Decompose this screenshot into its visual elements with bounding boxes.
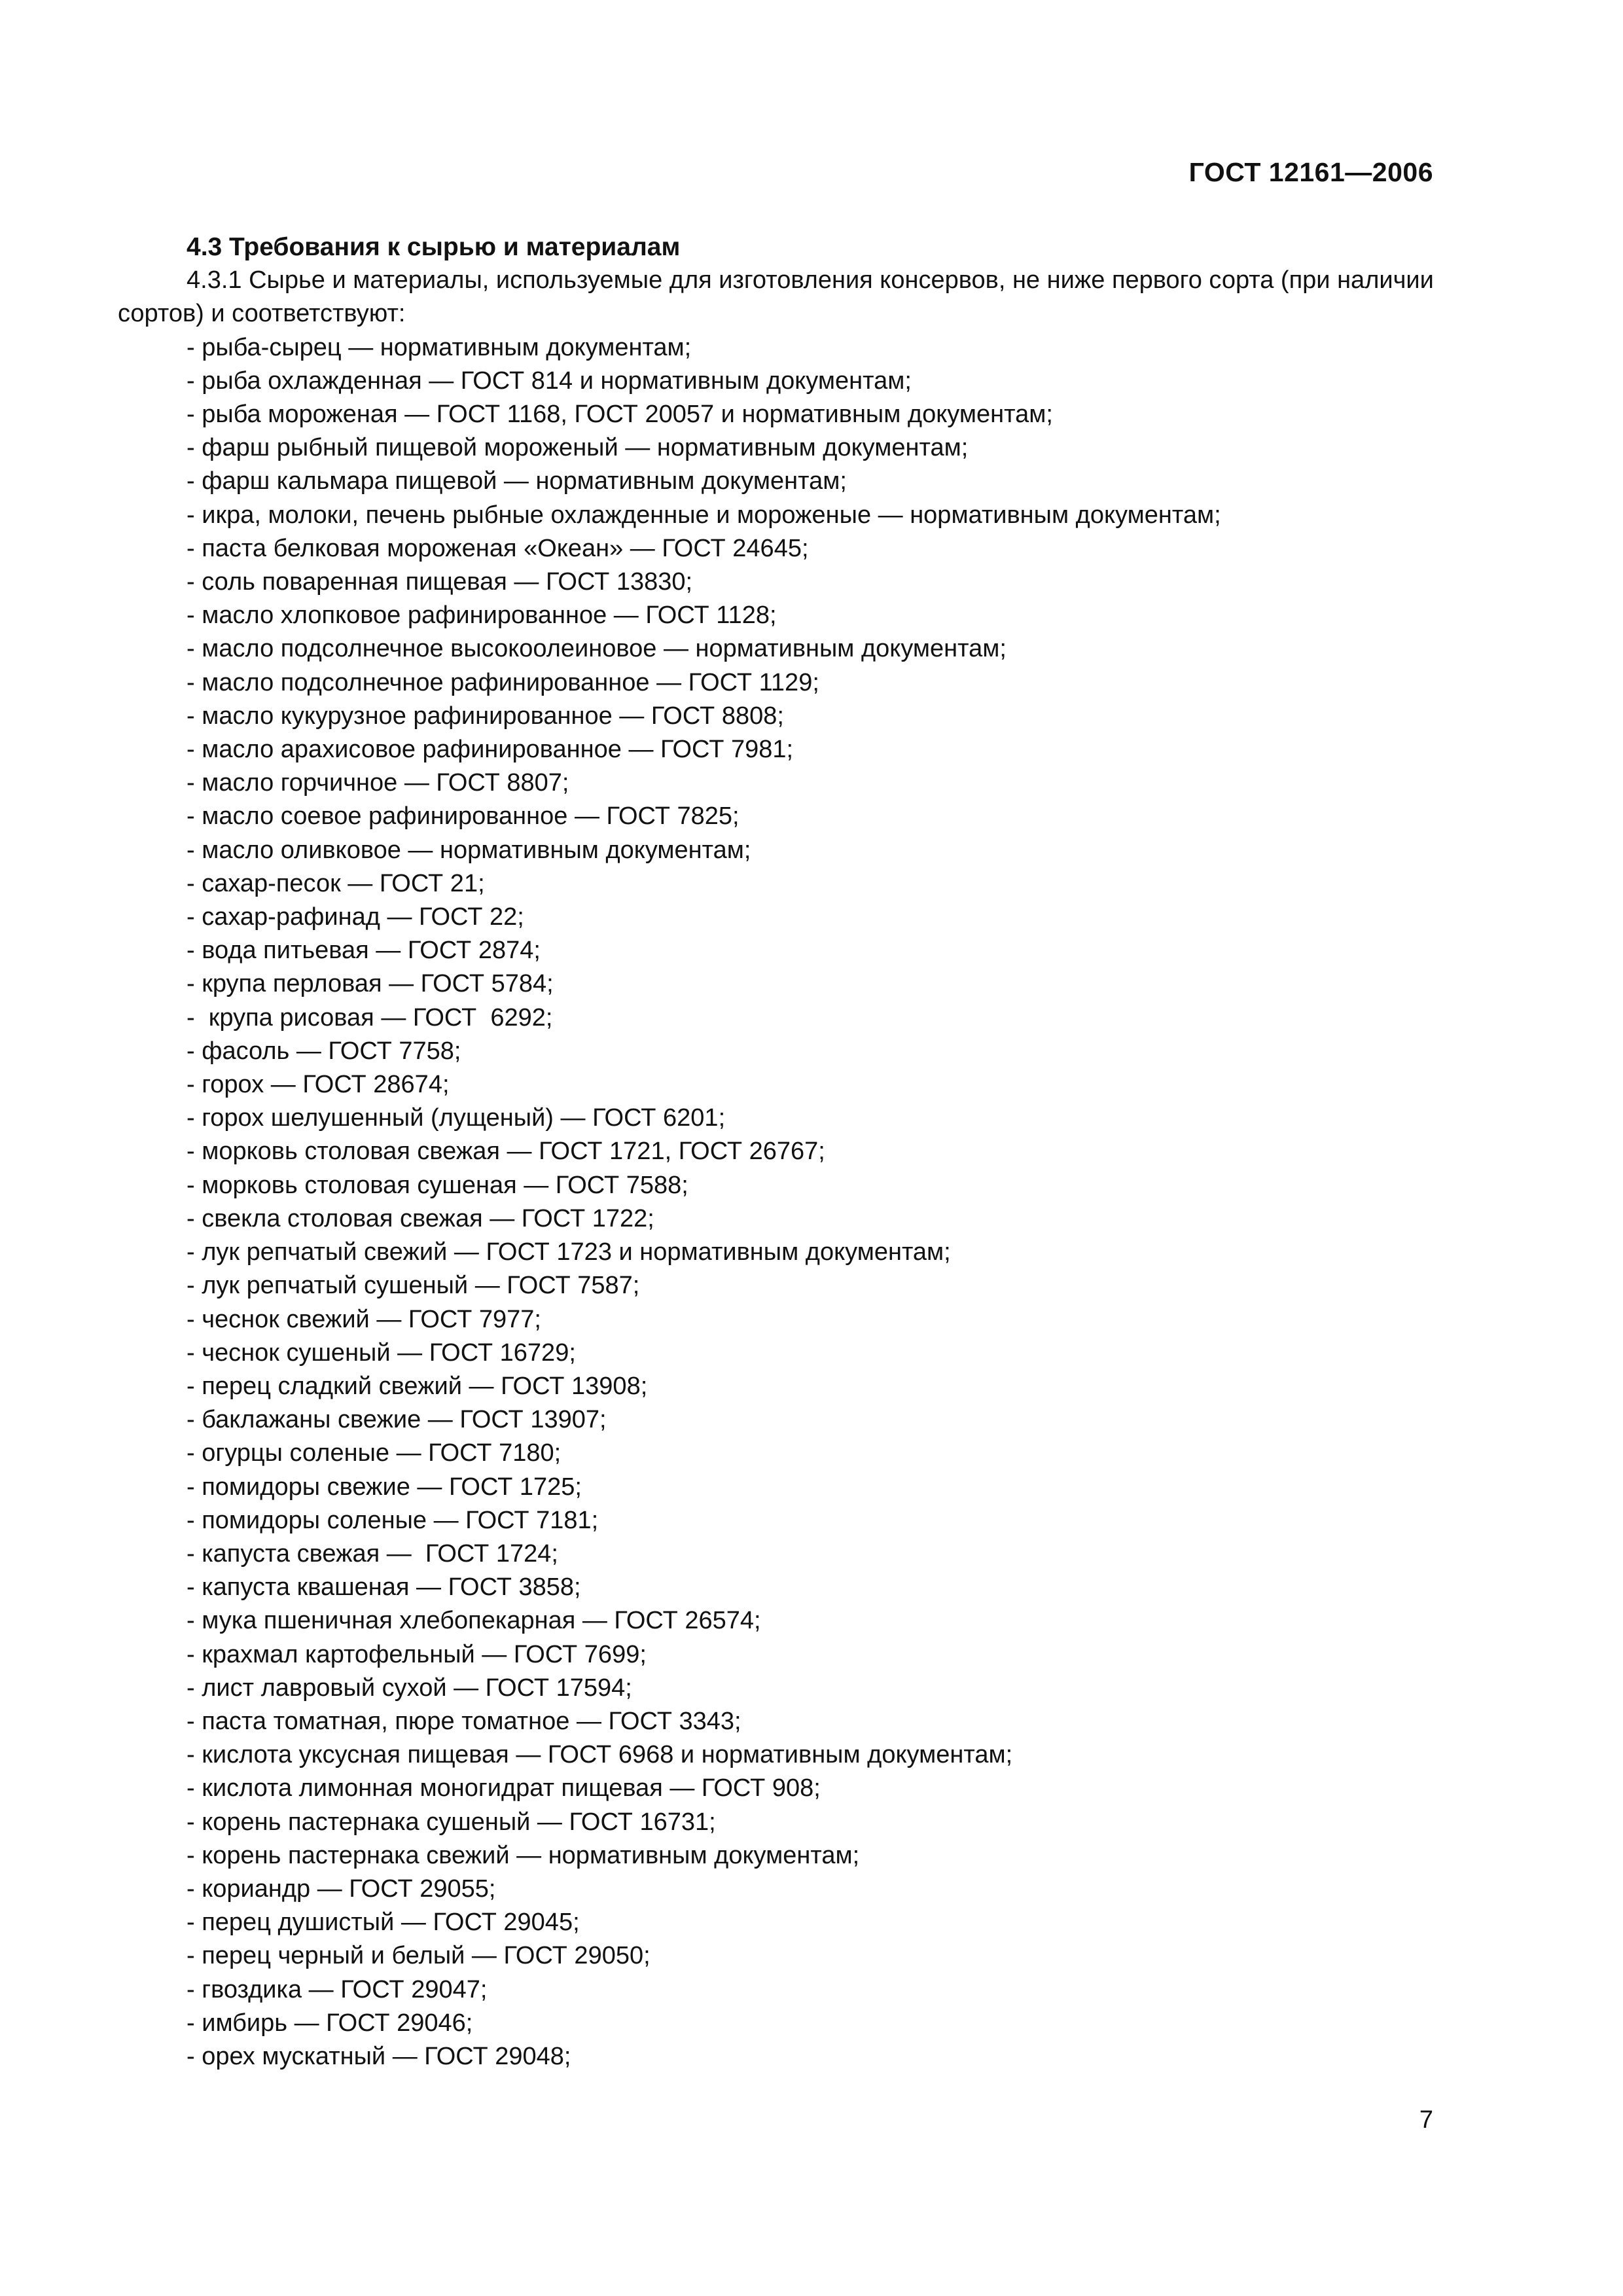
list-item: - горох — ГОСТ 28674; xyxy=(187,1071,450,1099)
list-item: - орех мускатный — ГОСТ 29048; xyxy=(187,2042,571,2070)
section-title: 4.3 Требования к сырью и материалам xyxy=(187,233,681,261)
list-item: - перец сладкий свежий — ГОСТ 13908; xyxy=(187,1372,648,1400)
list-item: - масло соевое рафинированное — ГОСТ 7825; xyxy=(187,802,740,831)
list-item: - чеснок сушеный — ГОСТ 16729; xyxy=(187,1338,576,1367)
list-item: - рыба мороженая — ГОСТ 1168, ГОСТ 20057 и нормативным документам; xyxy=(187,401,1053,429)
list-item: - помидоры свежие — ГОСТ 1725; xyxy=(187,1473,582,1501)
list-item: - морковь столовая сушеная — ГОСТ 7588; xyxy=(187,1171,688,1199)
list-item: - баклажаны свежие — ГОСТ 13907; xyxy=(187,1406,607,1434)
list-item: - капуста свежая — ГОСТ 1724; xyxy=(187,1539,558,1568)
list-item: - огурцы соленые — ГОСТ 7180; xyxy=(187,1439,562,1467)
list-item: - фарш рыбный пищевой мороженый — нормативным документам; xyxy=(187,434,969,462)
list-item: - крахмал картофельный — ГОСТ 7699; xyxy=(187,1640,647,1668)
list-item: - лист лавровый сухой — ГОСТ 17594; xyxy=(187,1674,632,1702)
list-item: - перец черный и белый — ГОСТ 29050; xyxy=(187,1942,651,1970)
list-item: - паста томатная, пюре томатное — ГОСТ 3343; xyxy=(187,1707,741,1735)
materials-list xyxy=(118,331,1446,2074)
list-item: - вода питьевая — ГОСТ 2874; xyxy=(187,937,541,965)
list-item: - гвоздика — ГОСТ 29047; xyxy=(187,1975,488,2003)
list-item: - сахар-песок — ГОСТ 21; xyxy=(187,869,485,897)
list-item: - кориандр — ГОСТ 29055; xyxy=(187,1874,496,1903)
list-item: - рыба охлажденная — ГОСТ 814 и нормативным документам; xyxy=(187,367,912,395)
list-item: - кислота уксусная пищевая — ГОСТ 6968 и нормативным документам; xyxy=(187,1741,1013,1769)
list-item: - морковь столовая свежая — ГОСТ 1721, ГОСТ 26767; xyxy=(187,1138,825,1166)
document-code-header: ГОСТ 12161—2006 xyxy=(1188,157,1433,187)
list-item: - масло арахисовое рафинированное — ГОСТ 7981; xyxy=(187,736,794,764)
list-item: - мука пшеничная хлебопекарная — ГОСТ 26574; xyxy=(187,1607,761,1635)
list-item: - масло подсолнечное высокоолеиновое — нормативным документам; xyxy=(187,635,1007,663)
list-item: - фасоль — ГОСТ 7758; xyxy=(187,1037,461,1065)
list-item: - лук репчатый сушеный — ГОСТ 7587; xyxy=(187,1272,640,1300)
list-item: - масло горчичное — ГОСТ 8807; xyxy=(187,769,569,797)
list-item: - кислота лимонная моногидрат пищевая — ГОСТ 908; xyxy=(187,1774,821,1803)
list-item: - корень пастернака сушеный — ГОСТ 16731; xyxy=(187,1808,716,1836)
document-body xyxy=(118,230,1446,2073)
list-item: - перец душистый — ГОСТ 29045; xyxy=(187,1909,580,1937)
list-item: - паста белковая мороженая «Океан» — ГОСТ 24645; xyxy=(187,534,809,562)
list-item: - масло хлопковое рафинированное — ГОСТ 1128; xyxy=(187,601,777,630)
list-item: - лук репчатый свежий — ГОСТ 1723 и нормативным документам; xyxy=(187,1238,951,1266)
list-item: - крупа рисовая — ГОСТ 6292; xyxy=(187,1003,553,1031)
list-item: - масло оливковое — нормативным документам; xyxy=(187,836,751,864)
list-item: - икра, молоки, печень рыбные охлажденные и мороженые — нормативным документам; xyxy=(187,501,1221,529)
list-item: - капуста квашеная — ГОСТ 3858; xyxy=(187,1573,581,1602)
list-item: - горох шелушенный (лущеный) — ГОСТ 6201; xyxy=(187,1104,726,1132)
section-intro-paragraph: 4.3.1 Сырье и материалы, используемые для изготовления консервов, не ниже первого сорта (при наличии сортов) и соответствуют: xyxy=(118,266,1434,328)
list-item: - крупа перловая — ГОСТ 5784; xyxy=(187,970,554,998)
list-item: - фарш кальмара пищевой — нормативным документам; xyxy=(187,467,847,495)
page-number: 7 xyxy=(1419,2106,1433,2134)
list-item: - соль поваренная пищевая — ГОСТ 13830; xyxy=(187,568,693,596)
list-item: - свекла столовая свежая — ГОСТ 1722; xyxy=(187,1204,654,1232)
list-item: - чеснок свежий — ГОСТ 7977; xyxy=(187,1305,541,1333)
list-item: - помидоры соленые — ГОСТ 7181; xyxy=(187,1506,599,1534)
list-item: - масло подсолнечное рафинированное — ГОСТ 1129; xyxy=(187,668,819,696)
list-item: - рыба-сырец — нормативным документам; xyxy=(187,333,692,361)
list-item: - имбирь — ГОСТ 29046; xyxy=(187,2009,473,2037)
list-item: - масло кукурузное рафинированное — ГОСТ 8808; xyxy=(187,702,784,730)
list-item: - корень пастернака свежий — нормативным документам; xyxy=(187,1841,860,1869)
list-item: - сахар-рафинад — ГОСТ 22; xyxy=(187,903,524,931)
